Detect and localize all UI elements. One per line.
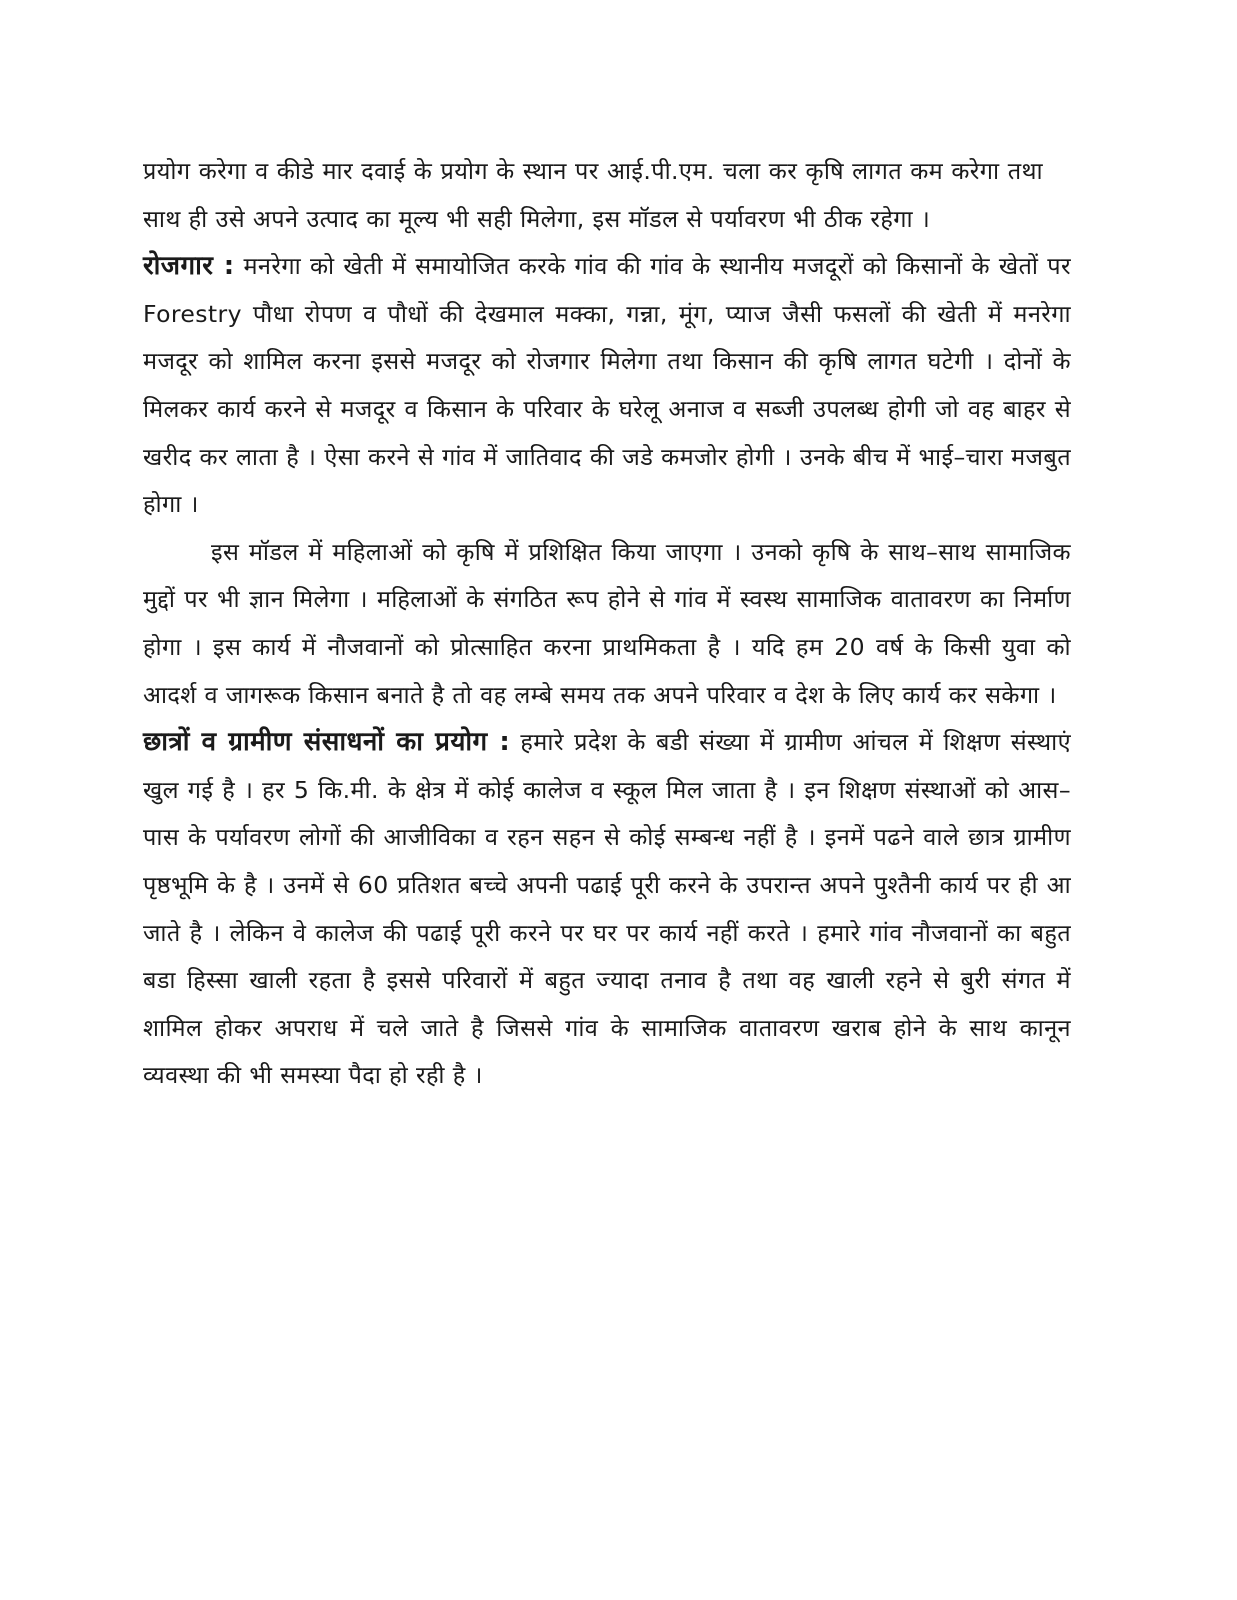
paragraph-employment-body: मनरेगा को खेती में समायोजित करके गांव की गांव के स्थानीय मजदूरों को किसानों के खेतों पर Forestry पौधा रोपण व पौधों की देखमाल मक्का, गन्ना, मूंग, प्याज जैसी फसलों की खेती में मनरेगा मजदूर को शामिल करना इससे मजदूर को रोजगार मिलेगा तथा किसान की कृषि लागत घटेगी । दोनों के मिलकर कार्य करने से मजदूर व किसान के परिवार के घरेलू अनाज व सब्जी उपलब्ध होगी जो वह बाहर से खरीद कर लाता है । ऐसा करने से गांव में जातिवाद की जडे कमजोर होगी । उनके बीच में भाई–चारा मजबुत होगा । <box>143 252 1072 519</box>
paragraph-student-resources <box>143 719 1071 1100</box>
paragraph-ipm-model: प्रयोग करेगा व कीडे मार दवाई के प्रयोग के स्थान पर आई.पी.एम. चला कर कृषि लागत कम करेगा तथा साथ ही उसे अपने उत्पाद का मूल्य भी सही मिलेगा, इस मॉडल से पर्यावरण भी ठीक रहेगा । <box>143 157 1043 233</box>
paragraph-student-resources-body: हमारे प्रदेश के बडी संख्या में ग्रामीण आंचल में शिक्षण संस्थाएं खुल गई है । हर 5 कि.मी. के क्षेत्र में कोई कालेज व स्कूल मिल जाता है । इन शिक्षण संस्थाओं को आस–पास के पर्यावरण लोगों की आजीविका व रहन सहन से कोई सम्बन्ध नहीं है । इनमें पढने वाले छात्र ग्रामीण पृष्ठभूमि के है । उनमें से 60 प्रतिशत बच्चे अपनी पढाई पूरी करने के उपरान्त अपने पुश्तैनी कार्य पर ही आ जाते है । लेकिन वे कालेज की पढाई पूरी करने पर घर पर कार्य नहीं करते । हमारे गांव नौजवानों का बहुत बडा हिस्सा खाली रहता है इससे परिवारों में बहुत ज्यादा तनाव है तथा वह खाली रहने से बुरी संगत में शामिल होकर अपराध में चले जाते है जिससे गांव के सामाजिक वातावरण खराब होने के साथ कानून व्यवस्था की भी समस्या पैदा हो रही है । <box>143 728 1072 1090</box>
paragraph-employment <box>143 243 1071 529</box>
document-body <box>143 148 1071 1100</box>
heading-student-resources: छात्रों व ग्रामीण संसाधनों का प्रयोग : <box>143 727 511 758</box>
heading-employment: रोजगार : <box>143 251 235 282</box>
paragraph-women-training: इस मॉडल में महिलाओं को कृषि में प्रशिक्षित किया जाएगा । उनको कृषि के साथ–साथ सामाजिक मुद्दों पर भी ज्ञान मिलेगा । महिलाओं के संगठित रूप होने से गांव में स्वस्थ सामाजिक वातावरण का निर्माण होगा । इस कार्य में नौजवानों को प्रोत्साहित करना प्राथमिकता है । यदि हम 20 वर्ष के किसी युवा को आदर्श व जागरूक किसान बनाते है तो वह लम्बे समय तक अपने परिवार व देश के लिए कार्य कर सकेगा । <box>143 537 1071 709</box>
